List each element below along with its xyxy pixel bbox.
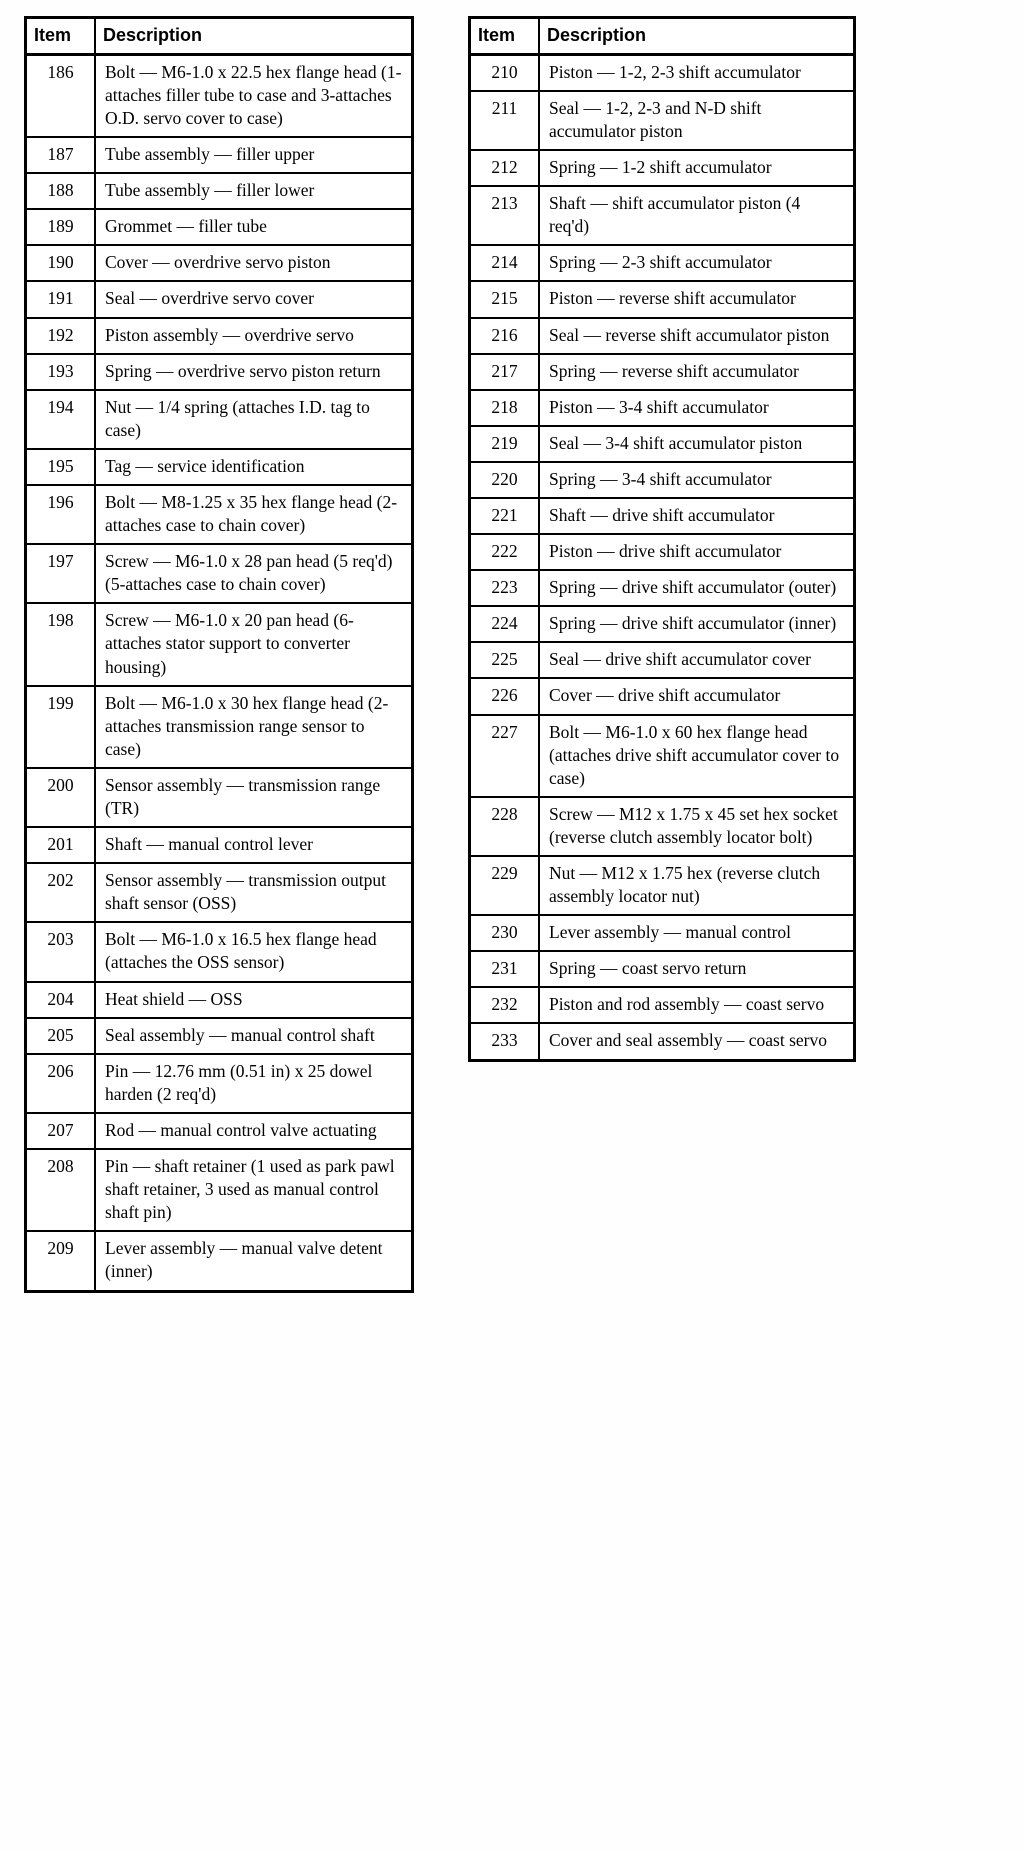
description-cell: Spring — 1-2 shift accumulator	[539, 150, 855, 186]
description-cell: Seal assembly — manual control shaft	[95, 1018, 413, 1054]
description-cell: Screw — M6-1.0 x 28 pan head (5 req'd) (5-attaches case to chain cover)	[95, 544, 413, 603]
item-cell: 186	[26, 54, 96, 137]
table-row	[470, 54, 855, 91]
description-cell: Pin — 12.76 mm (0.51 in) x 25 dowel harden (2 req'd)	[95, 1054, 413, 1113]
item-cell: 216	[470, 318, 540, 354]
table-row	[26, 318, 413, 354]
description-cell: Shaft — shift accumulator piston (4 req'd)	[539, 186, 855, 245]
item-cell: 188	[26, 173, 96, 209]
item-cell: 215	[470, 281, 540, 317]
description-cell: Piston — 3-4 shift accumulator	[539, 390, 855, 426]
table-row	[26, 603, 413, 685]
item-cell: 221	[470, 498, 540, 534]
description-cell: Spring — drive shift accumulator (inner)	[539, 606, 855, 642]
table-row	[26, 209, 413, 245]
item-cell: 197	[26, 544, 96, 603]
item-cell: 195	[26, 449, 96, 485]
table-row	[470, 570, 855, 606]
item-cell: 224	[470, 606, 540, 642]
item-cell: 207	[26, 1113, 96, 1149]
description-column-header: Description	[539, 18, 855, 55]
description-cell: Rod — manual control valve actuating	[95, 1113, 413, 1149]
item-cell: 222	[470, 534, 540, 570]
description-cell: Lever assembly — manual control	[539, 915, 855, 951]
description-cell: Bolt — M8-1.25 x 35 hex flange head (2-attaches case to chain cover)	[95, 485, 413, 544]
table-row	[470, 462, 855, 498]
table-row	[470, 354, 855, 390]
description-column-header: Description	[95, 18, 413, 55]
item-cell: 229	[470, 856, 540, 915]
item-cell: 189	[26, 209, 96, 245]
item-cell: 231	[470, 951, 540, 987]
description-cell: Seal — 1-2, 2-3 and N-D shift accumulator piston	[539, 91, 855, 150]
table-row	[26, 863, 413, 922]
table-row	[470, 281, 855, 317]
description-cell: Spring — reverse shift accumulator	[539, 354, 855, 390]
table-row	[470, 678, 855, 714]
item-cell: 200	[26, 768, 96, 827]
item-cell: 204	[26, 982, 96, 1018]
table-row	[26, 137, 413, 173]
description-cell: Piston — drive shift accumulator	[539, 534, 855, 570]
description-cell: Shaft — manual control lever	[95, 827, 413, 863]
table-row	[470, 245, 855, 281]
table-row	[470, 91, 855, 150]
table-row	[26, 686, 413, 768]
header-row	[26, 18, 413, 55]
item-cell: 220	[470, 462, 540, 498]
table-row	[26, 281, 413, 317]
item-cell: 190	[26, 245, 96, 281]
description-cell: Seal — overdrive servo cover	[95, 281, 413, 317]
table-row	[470, 1023, 855, 1060]
table-row	[470, 951, 855, 987]
item-column-header: Item	[26, 18, 96, 55]
table-row	[470, 150, 855, 186]
item-cell: 219	[470, 426, 540, 462]
description-cell: Spring — coast servo return	[539, 951, 855, 987]
table-row	[470, 534, 855, 570]
item-cell: 196	[26, 485, 96, 544]
item-cell: 225	[470, 642, 540, 678]
description-cell: Sensor assembly — transmission output shaft sensor (OSS)	[95, 863, 413, 922]
table-row	[470, 390, 855, 426]
item-cell: 205	[26, 1018, 96, 1054]
description-cell: Sensor assembly — transmission range (TR)	[95, 768, 413, 827]
description-cell: Bolt — M6-1.0 x 60 hex flange head (attaches drive shift accumulator cover to case)	[539, 715, 855, 797]
description-cell: Tube assembly — filler lower	[95, 173, 413, 209]
description-cell: Nut — 1/4 spring (attaches I.D. tag to case)	[95, 390, 413, 449]
table-row	[26, 1054, 413, 1113]
description-cell: Seal — reverse shift accumulator piston	[539, 318, 855, 354]
table-row	[26, 1113, 413, 1149]
item-cell: 233	[470, 1023, 540, 1060]
description-cell: Shaft — drive shift accumulator	[539, 498, 855, 534]
item-cell: 214	[470, 245, 540, 281]
description-cell: Screw — M6-1.0 x 20 pan head (6-attaches stator support to converter housing)	[95, 603, 413, 685]
item-cell: 203	[26, 922, 96, 981]
parts-table-left	[24, 16, 414, 1293]
description-cell: Bolt — M6-1.0 x 30 hex flange head (2-attaches transmission range sensor to case)	[95, 686, 413, 768]
table-row	[470, 318, 855, 354]
table-row	[26, 827, 413, 863]
description-cell: Bolt — M6-1.0 x 22.5 hex flange head (1-attaches filler tube to case and 3-attaches O.D. servo cover to case)	[95, 54, 413, 137]
table-row	[26, 354, 413, 390]
item-cell: 193	[26, 354, 96, 390]
item-cell: 218	[470, 390, 540, 426]
description-cell: Cover — overdrive servo piston	[95, 245, 413, 281]
description-cell: Piston — 1-2, 2-3 shift accumulator	[539, 54, 855, 91]
table-row	[26, 1018, 413, 1054]
header-row	[470, 18, 855, 55]
table-row	[26, 485, 413, 544]
item-cell: 208	[26, 1149, 96, 1231]
item-cell: 227	[470, 715, 540, 797]
description-cell: Bolt — M6-1.0 x 16.5 hex flange head (attaches the OSS sensor)	[95, 922, 413, 981]
description-cell: Piston assembly — overdrive servo	[95, 318, 413, 354]
item-cell: 223	[470, 570, 540, 606]
description-cell: Screw — M12 x 1.75 x 45 set hex socket (reverse clutch assembly locator bolt)	[539, 797, 855, 856]
item-cell: 198	[26, 603, 96, 685]
table-row	[26, 1149, 413, 1231]
table-row	[470, 856, 855, 915]
table-row	[26, 449, 413, 485]
table-row	[26, 922, 413, 981]
description-cell: Tag — service identification	[95, 449, 413, 485]
description-cell: Grommet — filler tube	[95, 209, 413, 245]
table-row	[470, 642, 855, 678]
item-cell: 209	[26, 1231, 96, 1291]
description-cell: Spring — drive shift accumulator (outer)	[539, 570, 855, 606]
table-row	[26, 768, 413, 827]
table-row	[470, 426, 855, 462]
description-cell: Seal — drive shift accumulator cover	[539, 642, 855, 678]
description-cell: Nut — M12 x 1.75 hex (reverse clutch assembly locator nut)	[539, 856, 855, 915]
description-cell: Tube assembly — filler upper	[95, 137, 413, 173]
item-cell: 232	[470, 987, 540, 1023]
table-row	[470, 987, 855, 1023]
table-row	[26, 982, 413, 1018]
table-row	[470, 915, 855, 951]
item-cell: 226	[470, 678, 540, 714]
table-row	[470, 797, 855, 856]
item-cell: 199	[26, 686, 96, 768]
table-row	[26, 544, 413, 603]
description-cell: Seal — 3-4 shift accumulator piston	[539, 426, 855, 462]
item-cell: 217	[470, 354, 540, 390]
description-cell: Spring — 3-4 shift accumulator	[539, 462, 855, 498]
item-cell: 201	[26, 827, 96, 863]
description-cell: Piston — reverse shift accumulator	[539, 281, 855, 317]
description-cell: Lever assembly — manual valve detent (inner)	[95, 1231, 413, 1291]
item-column-header: Item	[470, 18, 540, 55]
description-cell: Piston and rod assembly — coast servo	[539, 987, 855, 1023]
table-row	[26, 390, 413, 449]
description-cell: Pin — shaft retainer (1 used as park pawl shaft retainer, 3 used as manual control shaft pin)	[95, 1149, 413, 1231]
item-cell: 194	[26, 390, 96, 449]
item-cell: 213	[470, 186, 540, 245]
item-cell: 211	[470, 91, 540, 150]
item-cell: 228	[470, 797, 540, 856]
description-cell: Heat shield — OSS	[95, 982, 413, 1018]
item-cell: 192	[26, 318, 96, 354]
item-cell: 210	[470, 54, 540, 91]
description-cell: Spring — 2-3 shift accumulator	[539, 245, 855, 281]
table-row	[26, 54, 413, 137]
table-row	[26, 173, 413, 209]
item-cell: 212	[470, 150, 540, 186]
parts-table-right	[468, 16, 856, 1062]
table-row	[470, 606, 855, 642]
description-cell: Spring — overdrive servo piston return	[95, 354, 413, 390]
table-row	[470, 186, 855, 245]
item-cell: 230	[470, 915, 540, 951]
table-row	[26, 245, 413, 281]
table-row	[26, 1231, 413, 1291]
table-row	[470, 498, 855, 534]
description-cell: Cover and seal assembly — coast servo	[539, 1023, 855, 1060]
item-cell: 191	[26, 281, 96, 317]
table-row	[470, 715, 855, 797]
item-cell: 187	[26, 137, 96, 173]
item-cell: 206	[26, 1054, 96, 1113]
item-cell: 202	[26, 863, 96, 922]
description-cell: Cover — drive shift accumulator	[539, 678, 855, 714]
